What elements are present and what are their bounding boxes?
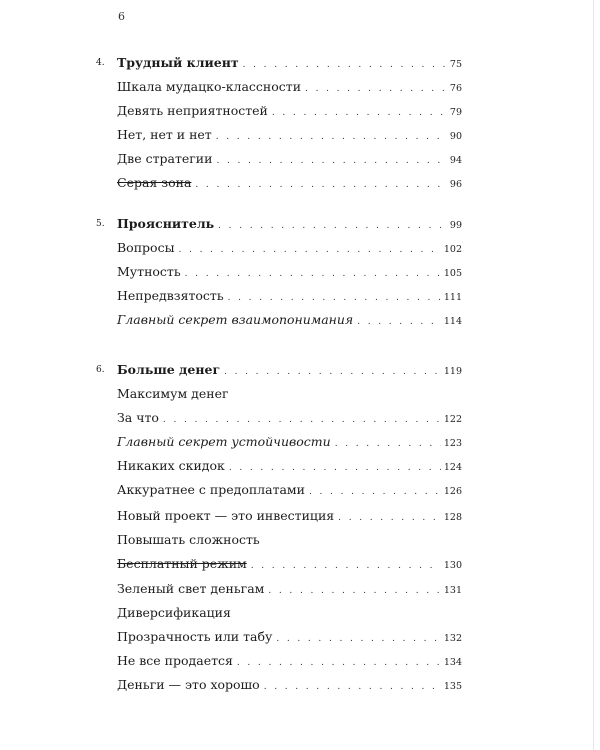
dot-leader	[335, 434, 441, 454]
entry-title: Нет, нет и нет	[117, 127, 212, 142]
entry-page: 134	[443, 657, 462, 668]
chapter-number: 5.	[96, 219, 105, 229]
entry-page: 114	[443, 316, 462, 327]
dot-leader	[237, 653, 441, 673]
dot-leader	[264, 677, 441, 697]
toc-chapter-6[interactable]	[96, 360, 462, 380]
entry-title: Мутность	[117, 264, 181, 279]
entry-page: 124	[443, 462, 462, 473]
toc-entry[interactable]	[117, 101, 462, 121]
dot-leader	[251, 556, 441, 576]
entry-title: Никаких скидок	[117, 458, 225, 473]
toc-entry[interactable]	[117, 149, 462, 169]
page-edge-divider	[593, 0, 594, 750]
toc-entry[interactable]	[117, 627, 462, 647]
entry-page: 94	[449, 155, 462, 166]
entry-title: Новый проект — это инвестиция	[117, 508, 335, 523]
toc-entry[interactable]	[117, 579, 462, 599]
toc-section-heading[interactable]	[117, 603, 462, 623]
chapter-title: Прояснитель	[117, 216, 215, 231]
chapter-title: Больше денег	[117, 362, 221, 377]
entry-page: 128	[443, 512, 462, 523]
entry-page: 96	[449, 179, 462, 190]
toc-entry[interactable]	[117, 408, 462, 428]
toc-entry[interactable]	[117, 286, 462, 306]
entry-page: 122	[443, 414, 462, 425]
dot-leader	[357, 312, 441, 332]
chapter-page: 99	[449, 220, 462, 231]
toc-section-heading[interactable]	[117, 530, 462, 550]
chapter-title: Трудный клиент	[117, 55, 239, 70]
chapter-page: 119	[443, 366, 462, 377]
dot-leader	[185, 264, 441, 284]
entry-title: Две стратегии	[117, 151, 213, 166]
dot-leader	[179, 240, 441, 260]
entry-title: Шкала мудацко-классности	[117, 79, 302, 94]
entry-title: Главный секрет взаимопонимания	[117, 312, 354, 327]
entry-title: Зеленый свет деньгам	[117, 581, 265, 596]
entry-title: Повышать сложность	[117, 532, 260, 547]
entry-page: 132	[443, 633, 462, 644]
entry-title: Непредвзятость	[117, 288, 224, 303]
toc-entry[interactable]	[117, 125, 462, 145]
dot-leader	[228, 288, 441, 308]
entry-title: Главный секрет устойчивости	[117, 434, 331, 449]
dot-leader	[163, 410, 441, 430]
dot-leader	[216, 127, 447, 147]
entry-page: 105	[443, 268, 462, 279]
toc-entry[interactable]	[117, 675, 462, 695]
dot-leader	[309, 482, 441, 502]
entry-page: 126	[443, 486, 462, 497]
chapter-number: 4.	[96, 58, 105, 68]
entry-title: Прозрачность или табу	[117, 629, 273, 644]
toc-entry[interactable]	[117, 310, 462, 330]
entry-title: Вопросы	[117, 240, 175, 255]
dot-leader	[243, 55, 447, 75]
dot-leader	[218, 216, 447, 236]
toc-entry[interactable]	[117, 506, 462, 526]
dot-leader	[276, 629, 441, 649]
toc-entry[interactable]	[117, 554, 462, 574]
entry-page: 130	[443, 560, 462, 571]
entry-title: За что	[117, 410, 159, 425]
toc-entry[interactable]	[117, 651, 462, 671]
page-number: 6	[118, 10, 125, 23]
entry-title: Деньги — это хорошо	[117, 677, 260, 692]
entry-title: Максимум денег	[117, 386, 229, 401]
chapter-number: 6.	[96, 365, 105, 375]
entry-page: 79	[449, 107, 462, 118]
entry-title: Не все продается	[117, 653, 233, 668]
toc-entry[interactable]	[117, 238, 462, 258]
entry-title: Бесплатный режим	[117, 556, 247, 571]
entry-page: 102	[443, 244, 462, 255]
toc-entry[interactable]	[117, 77, 462, 97]
entry-page: 90	[449, 131, 462, 142]
toc-chapter-4[interactable]	[96, 53, 462, 73]
toc-entry[interactable]	[117, 262, 462, 282]
toc-entry[interactable]	[117, 173, 462, 193]
dot-leader	[305, 79, 447, 99]
entry-page: 111	[443, 292, 462, 303]
dot-leader	[216, 151, 446, 171]
entry-title: Серая зона	[117, 175, 192, 190]
entry-page: 123	[443, 438, 462, 449]
dot-leader	[229, 458, 441, 478]
entry-page: 135	[443, 681, 462, 692]
toc-chapter-5[interactable]	[96, 214, 462, 234]
toc-entry[interactable]	[117, 480, 462, 500]
entry-title: Девять неприятностей	[117, 103, 268, 118]
dot-leader	[195, 175, 447, 195]
entry-page: 131	[443, 585, 462, 596]
dot-leader	[224, 362, 441, 382]
entry-page: 76	[449, 83, 462, 94]
entry-title: Аккуратнее с предоплатами	[117, 482, 305, 497]
dot-leader	[268, 581, 440, 601]
chapter-page: 75	[449, 59, 462, 70]
entry-title: Диверсификация	[117, 605, 231, 620]
dot-leader	[338, 508, 441, 528]
toc-entry[interactable]	[117, 432, 462, 452]
toc-section-heading[interactable]	[117, 384, 462, 404]
toc-entry[interactable]	[117, 456, 462, 476]
dot-leader	[272, 103, 447, 123]
